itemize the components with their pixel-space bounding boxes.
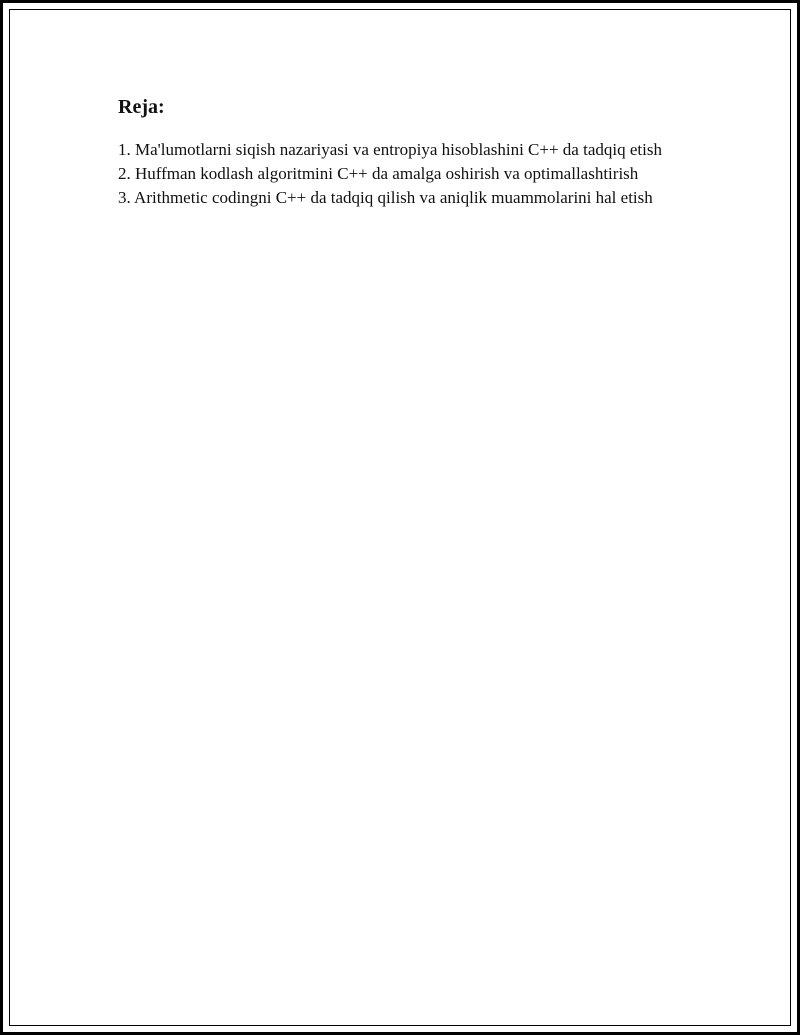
- plan-heading: Reja:: [118, 96, 165, 118]
- plan-item-1: 1. Ma'lumotlarni siqish nazariyasi va entropiya hisoblashini C++ da tadqiq etish: [118, 140, 662, 159]
- plan-item-2: 2. Huffman kodlash algoritmini C++ da amalga oshirish va optimallashtirish: [118, 164, 639, 183]
- plan-item-3: 3. Arithmetic codingni C++ da tadqiq qilish va aniqlik muammolarini hal etish: [118, 188, 653, 207]
- page-content: [118, 94, 698, 210]
- plan-list: [118, 138, 698, 210]
